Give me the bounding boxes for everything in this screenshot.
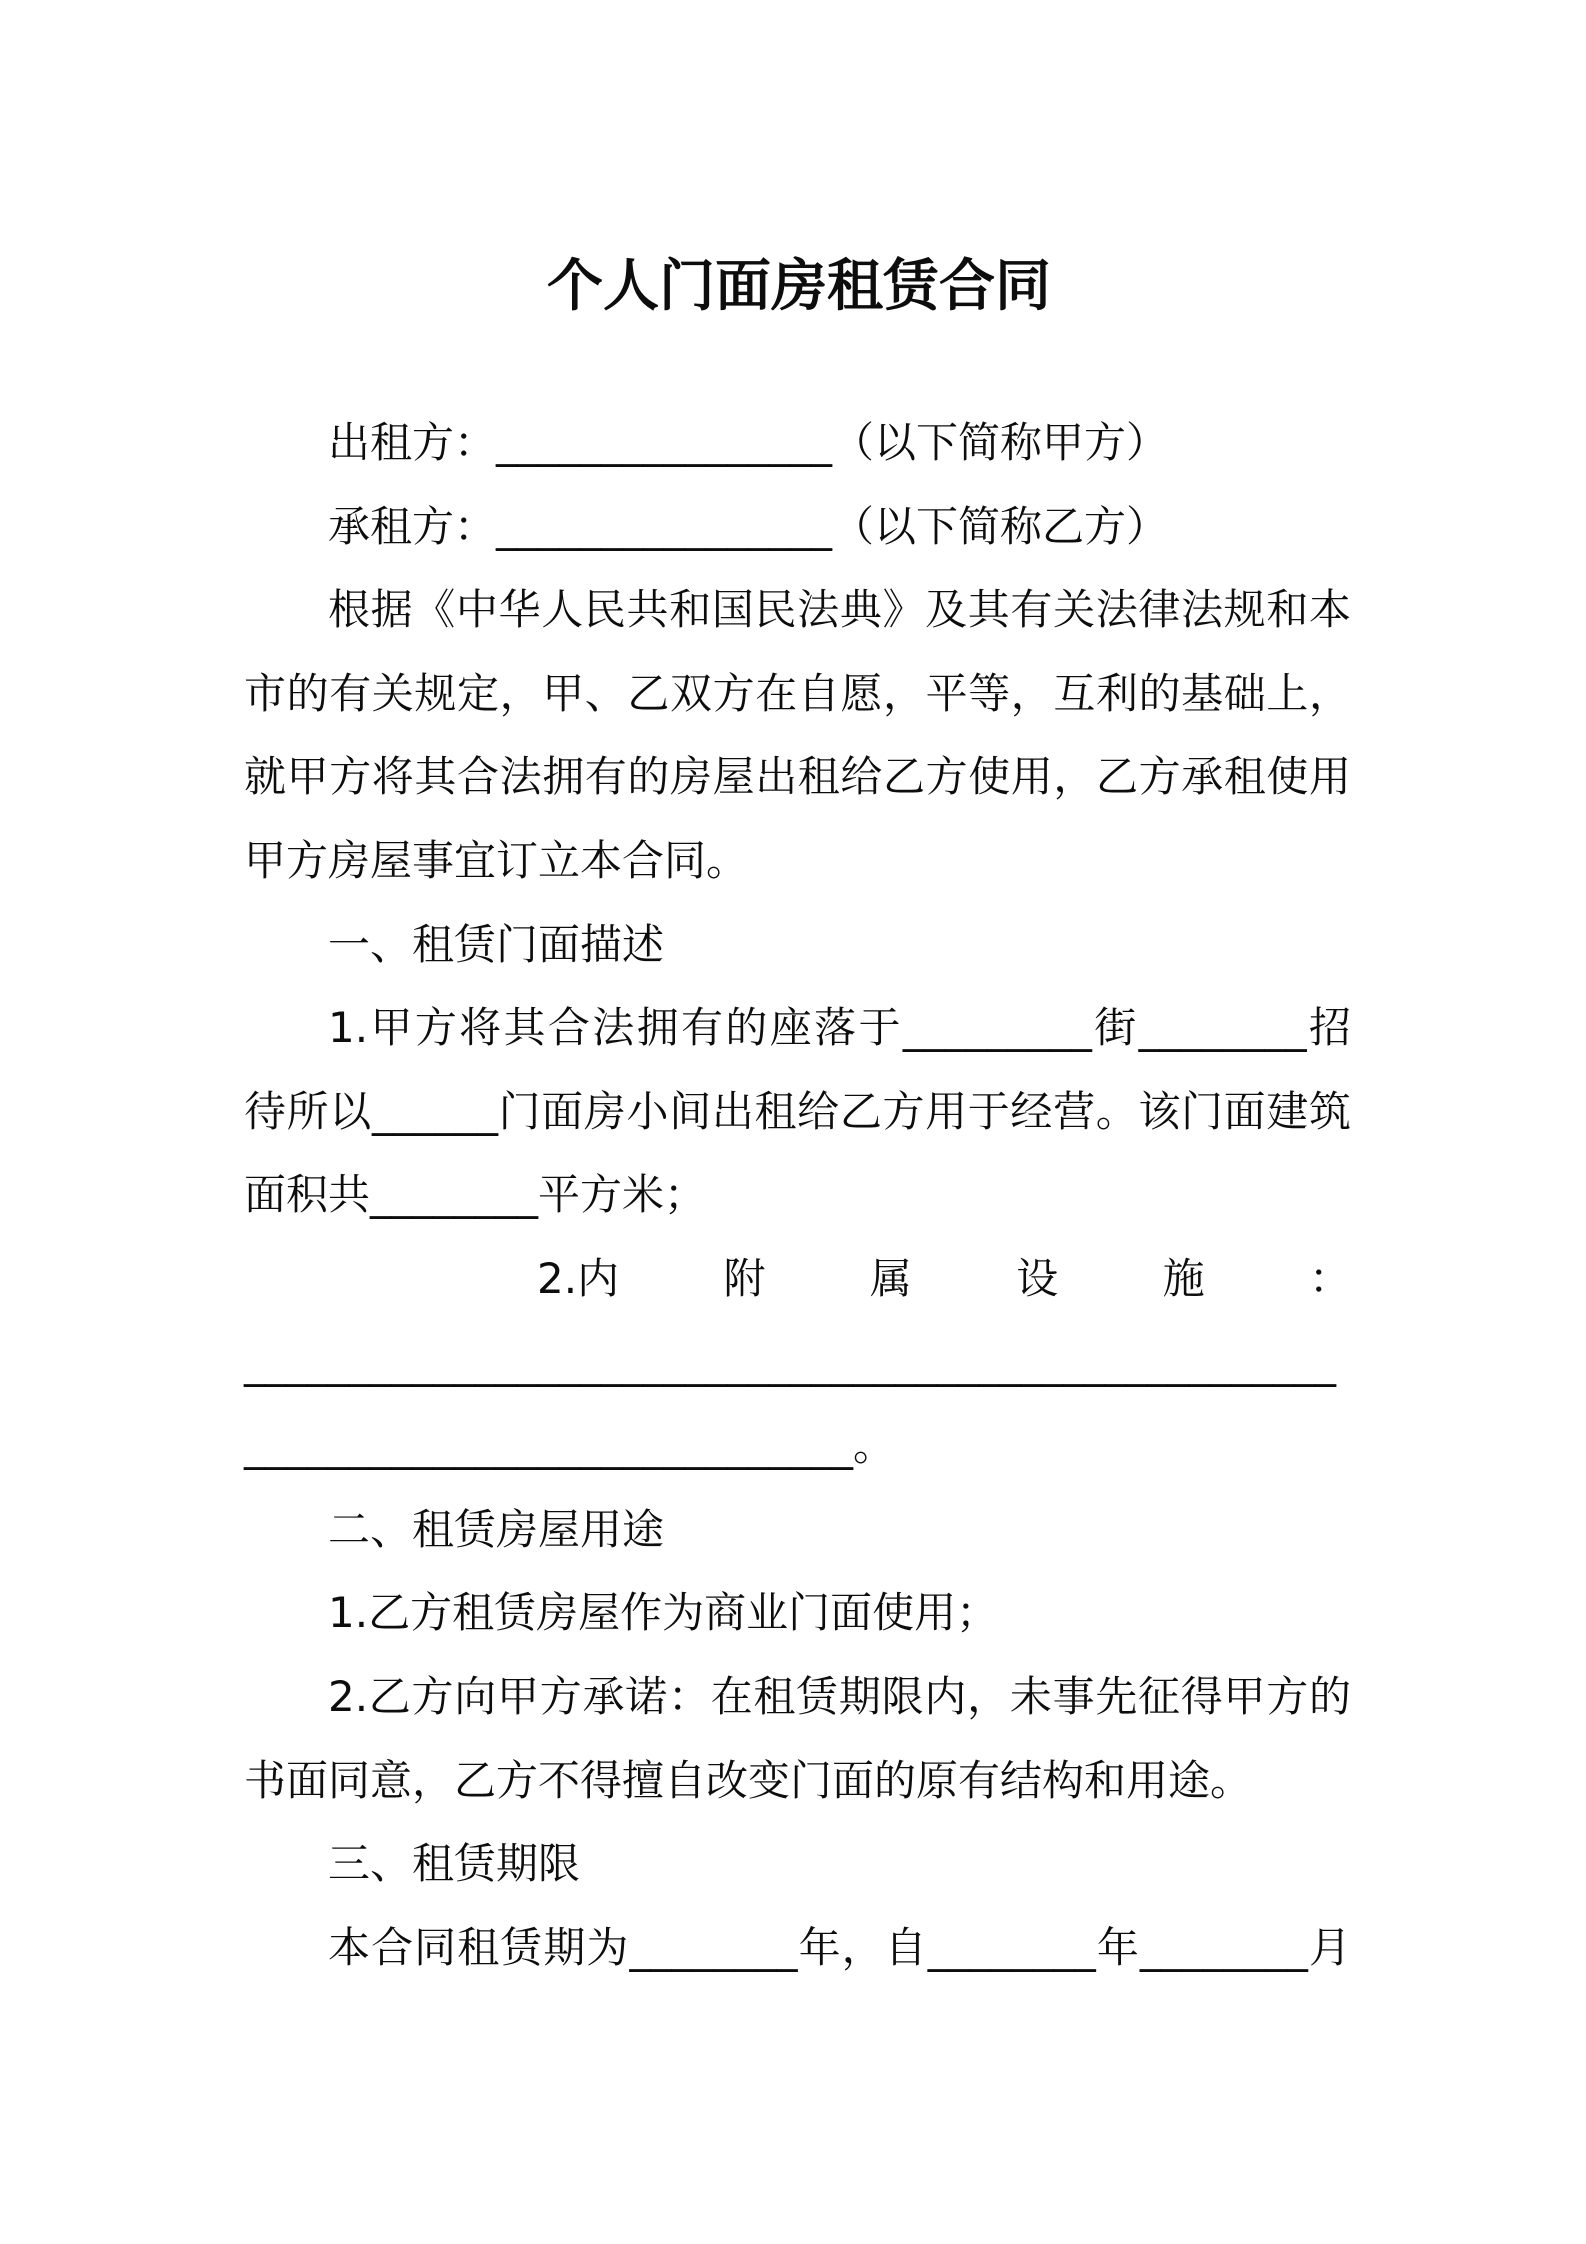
preamble-line: 甲方房屋事宜订立本合同。 [244,835,749,885]
clause-line: 待所以______门面房小间出租给乙方用于经营。该门面建筑 [244,1086,1351,1136]
clause-line: 1.乙方租赁房屋作为商业门面使用； [328,1588,999,1638]
blank-line: _____________________________。 [244,1421,896,1471]
facilities-line [244,1237,1351,1321]
clause-line: 2.乙方向甲方承诺：在租赁期限内，未事先征得甲方的 [328,1671,1351,1721]
clause-line: 书面同意，乙方不得擅自改变门面的原有结构和用途。 [244,1755,1253,1805]
blank-line: ____________________________________________________ [244,1337,1336,1387]
facilities-part: 施 [1162,1253,1205,1303]
section-heading-1: 一、租赁门面描述 [328,919,665,969]
contract-title: 个人门面房租赁合同 [547,254,1051,319]
section-heading-3: 三、租赁期限 [328,1839,581,1889]
lessor-line: 出租方：________________（以下简称甲方） [328,418,1169,467]
facilities-part: 属 [869,1253,912,1303]
facilities-part: ： [1308,1253,1351,1303]
lease-term-line: 本合同租赁期为________年，自________年________月 [328,1922,1351,1972]
preamble-line: 根据《中华人民共和国民法典》及其有关法律法规和本 [328,585,1351,635]
clause-line: 1.甲方将其合法拥有的座落于_________街________招 [328,1003,1351,1053]
section-heading-2: 二、租赁房屋用途 [328,1504,665,1554]
facilities-part: 设 [1016,1253,1059,1303]
preamble-line: 市的有关规定，甲、乙双方在自愿，平等，互利的基础上， [244,668,1351,718]
lessee-line: 承租方：________________（以下简称乙方） [328,501,1169,551]
clause-line: 面积共________平方米； [244,1170,707,1220]
preamble-line: 就甲方将其合法拥有的房屋出租给乙方使用，乙方承租使用 [244,752,1351,802]
contract-body [244,401,1351,1989]
facilities-part: 2.内 [537,1253,620,1303]
facilities-part: 附 [723,1253,766,1303]
